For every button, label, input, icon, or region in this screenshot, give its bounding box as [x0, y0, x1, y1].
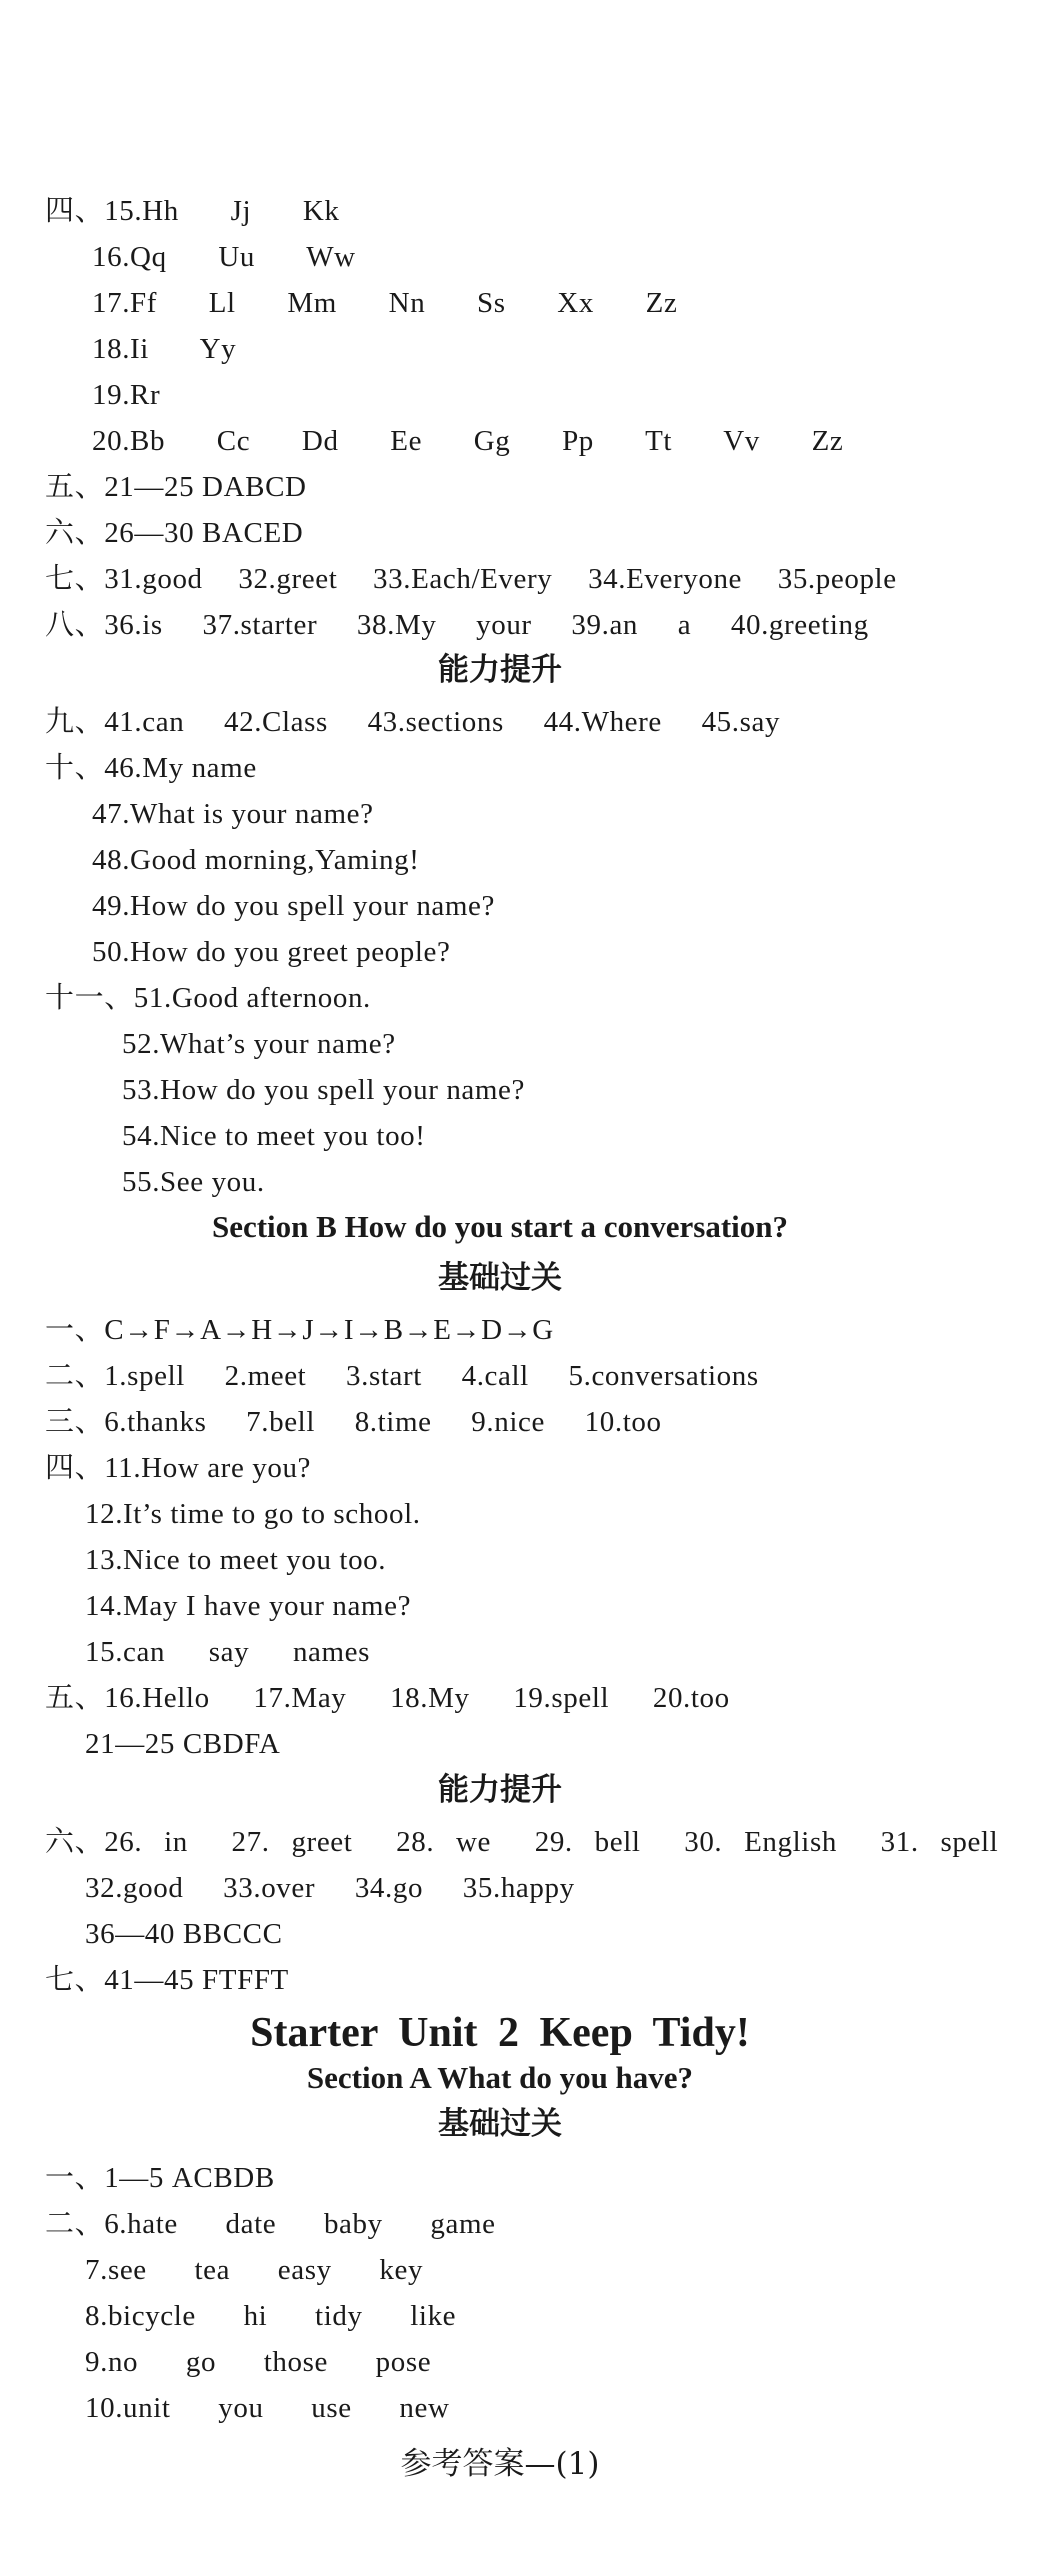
answer-line: 36—40 BBCCC: [85, 1918, 283, 1950]
answer-line: 8.bicycle hi tidy like: [85, 2300, 457, 2332]
answer-line: 14.May I have your name?: [85, 1590, 412, 1622]
answer-line: 54.Nice to meet you too!: [122, 1120, 426, 1152]
answer-line: 十一、51.Good afternoon.: [45, 982, 371, 1014]
answer-line: 十、46.My name: [45, 752, 257, 784]
answer-line: 21—25 CBDFA: [85, 1728, 281, 1760]
answer-line: 一、C→F→A→H→J→I→B→E→D→G: [45, 1314, 554, 1346]
answer-line: 四、11.How are you?: [45, 1452, 312, 1484]
answer-line: 47.What is your name?: [92, 798, 374, 830]
answer-line: 一、1—5 ACBDB: [45, 2162, 275, 2194]
answer-line: 二、1.spell 2.meet 3.start 4.call 5.conversations: [45, 1360, 759, 1392]
answer-line: 三、6.thanks 7.bell 8.time 9.nice 10.too: [45, 1406, 662, 1438]
section-b-title: Section B How do you start a conversation?: [211, 1209, 789, 1244]
answer-line: 50.How do you greet people?: [92, 936, 451, 968]
answer-line: 55.See you.: [122, 1166, 265, 1198]
answer-line: 九、41.can 42.Class 43.sections 44.Where 45.say: [45, 706, 781, 738]
answer-line: 20.Bb Cc Dd Ee Gg Pp Tt Vv Zz: [92, 425, 844, 457]
answer-line: 10.unit you use new: [85, 2392, 450, 2424]
unit-title: Starter Unit 2 Keep Tidy!: [250, 2010, 750, 2056]
answer-line: 49.How do you spell your name?: [92, 890, 495, 922]
heading-basic: 基础过关: [438, 1260, 562, 1296]
answer-line: 四、15.Hh Jj Kk: [45, 195, 340, 227]
answer-line: 15.can say names: [85, 1636, 371, 1668]
answer-line: 17.Ff Ll Mm Nn Ss Xx Zz: [92, 287, 678, 319]
answer-line: 12.It’s time to go to school.: [85, 1498, 421, 1530]
answer-line: 八、36.is 37.starter 38.My your 39.an a 40.greeting: [45, 609, 869, 641]
answer-line: 32.good 33.over 34.go 35.happy: [85, 1872, 575, 1904]
heading-ability: 能力提升: [438, 652, 562, 688]
answer-line: 五、16.Hello 17.May 18.My 19.spell 20.too: [45, 1682, 730, 1714]
heading-basic: 基础过关: [438, 2106, 562, 2142]
answer-line: 五、21—25 DABCD: [45, 471, 307, 503]
section-a-title: Section A What do you have?: [306, 2060, 694, 2095]
answer-line: 48.Good morning,Yaming!: [92, 844, 420, 876]
answer-line: 二、6.hate date baby game: [45, 2208, 496, 2240]
answer-line: 7.see tea easy key: [85, 2254, 424, 2286]
answer-line: 13.Nice to meet you too.: [85, 1544, 387, 1576]
answer-line: 七、31.good 32.greet 33.Each/Every 34.Everyone 35.people: [45, 563, 897, 595]
answer-line: 18.Ii Yy: [92, 333, 237, 365]
answer-line: 六、26—30 BACED: [45, 517, 304, 549]
answer-line: 52.What’s your name?: [122, 1028, 396, 1060]
answer-line: 53.How do you spell your name?: [122, 1074, 525, 1106]
answer-line: 七、41—45 FTFFT: [45, 1964, 289, 1996]
page-footer: 参考答案—(1): [400, 2446, 600, 2482]
answer-line: 9.no go those pose: [85, 2346, 432, 2378]
answer-line: 六、26. in 27. greet 28. we 29. bell 30. English 31. spell: [45, 1826, 999, 1858]
heading-ability: 能力提升: [438, 1772, 562, 1808]
answer-line: 19.Rr: [92, 379, 161, 411]
answer-line: 16.Qq Uu Ww: [92, 241, 356, 273]
